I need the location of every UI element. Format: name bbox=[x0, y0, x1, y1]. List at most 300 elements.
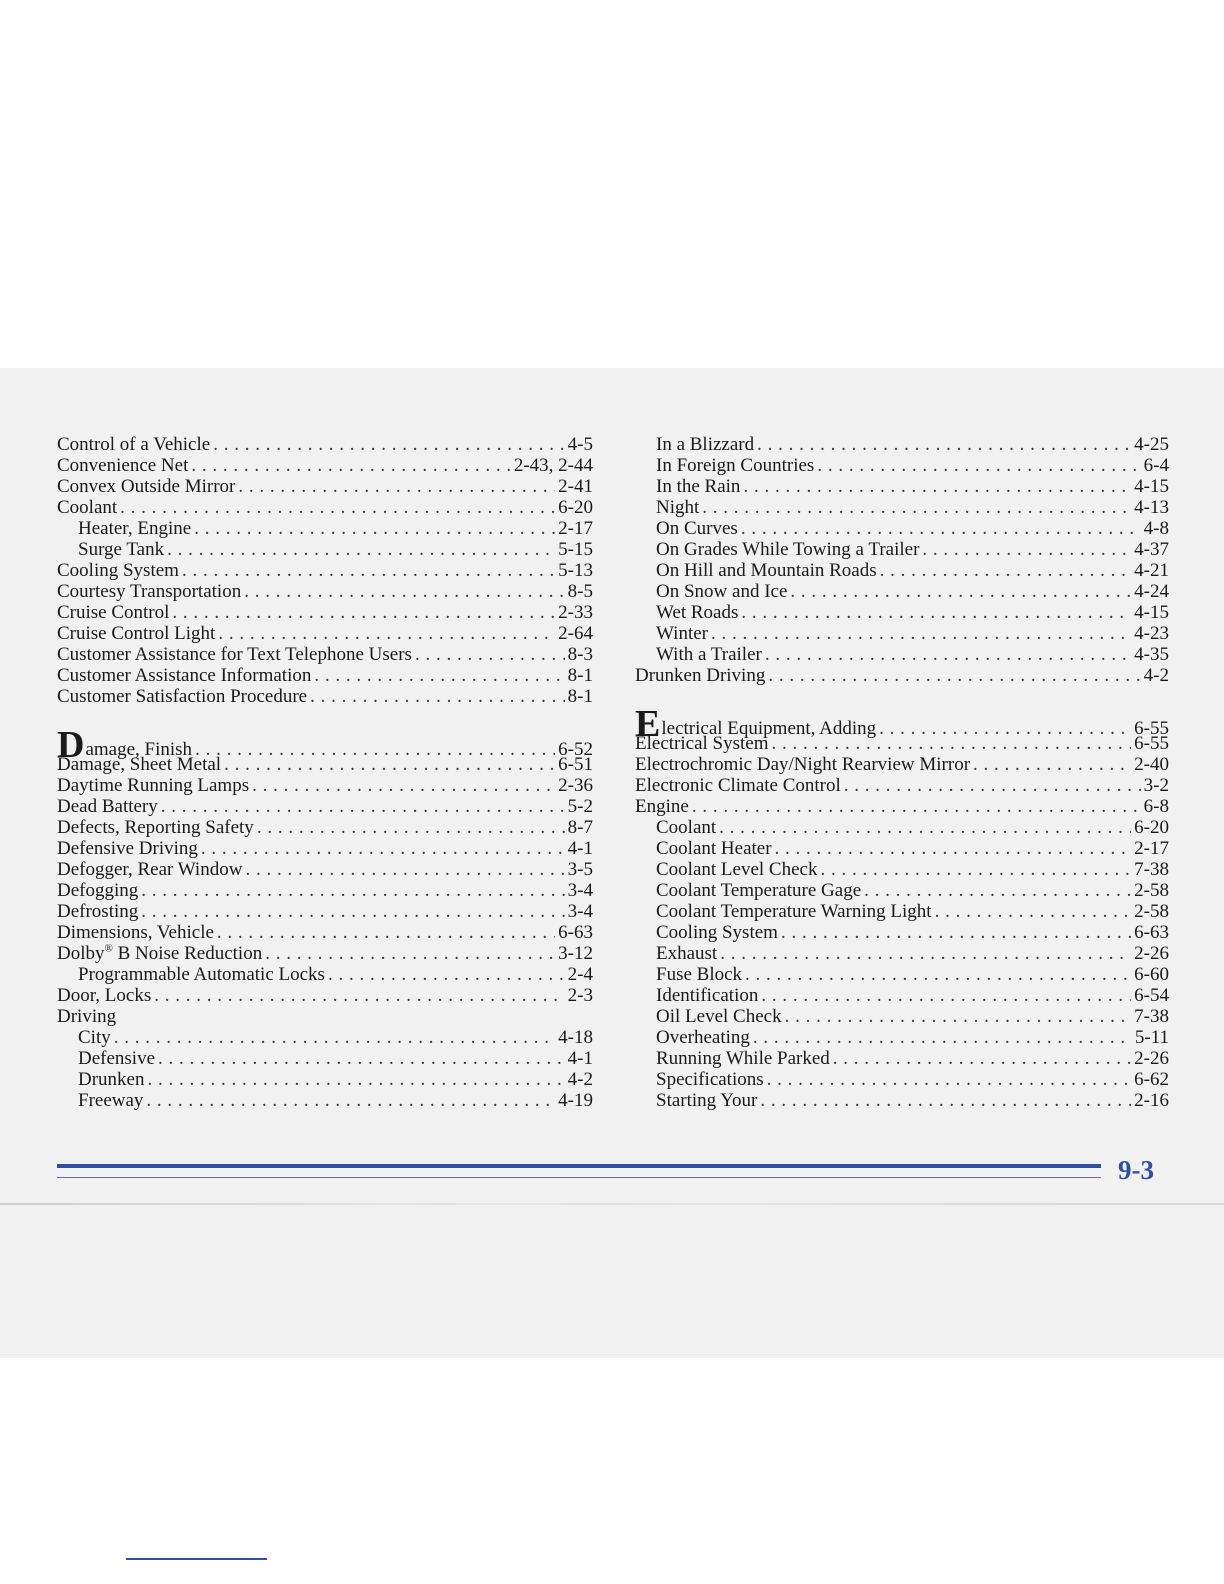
footer-rule-thick bbox=[57, 1164, 1101, 1168]
entry-text: In Foreign Countries bbox=[656, 455, 815, 476]
entry-text: Daytime Running Lamps bbox=[57, 775, 250, 796]
page-reference: 4-1 bbox=[567, 1048, 593, 1069]
page-reference: 2-17 bbox=[1134, 838, 1169, 859]
entry-label bbox=[656, 560, 877, 581]
page-reference: 3-5 bbox=[567, 859, 593, 880]
page-reference: 4-2 bbox=[567, 1069, 593, 1090]
page-reference: 5-11 bbox=[1134, 1027, 1169, 1048]
entry-text: Dolby bbox=[57, 943, 105, 964]
entry-text: Defogging bbox=[57, 880, 139, 901]
index-entry bbox=[57, 754, 593, 775]
entry-label bbox=[57, 476, 235, 497]
dot-leader bbox=[761, 985, 1131, 1006]
page-reference: 2-33 bbox=[558, 602, 593, 623]
entry-label bbox=[78, 539, 164, 560]
entry-text: With a Trailer bbox=[656, 644, 762, 665]
entry-text: City bbox=[78, 1027, 111, 1048]
index-subentry bbox=[635, 985, 1169, 1006]
entry-text: Electronic Climate Control bbox=[635, 775, 841, 796]
page-reference: 4-1 bbox=[567, 838, 593, 859]
entry-text: Drunken Driving bbox=[635, 665, 766, 686]
index-entry bbox=[57, 560, 593, 581]
entry-text: Oil Level Check bbox=[656, 1006, 782, 1027]
entry-text: Courtesy Transportation bbox=[57, 581, 242, 602]
dot-leader bbox=[158, 1048, 565, 1069]
page-reference: 4-8 bbox=[1143, 518, 1169, 539]
page-reference: 8-1 bbox=[567, 686, 593, 707]
entry-text: In a Blizzard bbox=[656, 434, 755, 455]
index-column-left bbox=[57, 434, 593, 1111]
entry-label bbox=[635, 754, 970, 775]
bottom-accent-line bbox=[126, 1558, 267, 1560]
entry-text: Convenience Net bbox=[57, 455, 189, 476]
dot-leader bbox=[245, 859, 564, 880]
page-reference: 5-15 bbox=[558, 539, 593, 560]
dot-leader bbox=[745, 964, 1131, 985]
entry-text: On Curves bbox=[656, 518, 738, 539]
entry-label bbox=[78, 1048, 155, 1069]
entry-label bbox=[656, 1090, 757, 1111]
entry-text: On Hill and Mountain Roads bbox=[656, 560, 877, 581]
entry-label bbox=[656, 497, 699, 518]
page-reference: 3-2 bbox=[1143, 775, 1169, 796]
index-subentry bbox=[635, 455, 1169, 476]
entry-label bbox=[57, 922, 214, 943]
entry-text: Coolant bbox=[656, 817, 717, 838]
entry-text: Defensive bbox=[78, 1048, 156, 1069]
index-entry bbox=[57, 838, 593, 859]
page-number: 9-3 bbox=[1118, 1155, 1154, 1185]
entry-text: Coolant Heater bbox=[656, 838, 772, 859]
index-subentry bbox=[635, 644, 1169, 665]
entry-label bbox=[635, 775, 841, 796]
entry-text: Identification bbox=[656, 985, 759, 1006]
index-subentry bbox=[635, 560, 1169, 581]
entry-text: Cruise Control Light bbox=[57, 623, 216, 644]
entry-text: Cooling System bbox=[656, 922, 778, 943]
entry-label bbox=[656, 985, 758, 1006]
section-gap bbox=[635, 686, 1169, 712]
entry-label bbox=[656, 1069, 764, 1090]
entry-text: Cooling System bbox=[57, 560, 179, 581]
page-reference: 2-4 bbox=[567, 964, 593, 985]
entry-label bbox=[656, 922, 778, 943]
entry-label bbox=[656, 539, 919, 560]
index-subentry bbox=[635, 497, 1169, 518]
entry-label bbox=[78, 1090, 143, 1111]
index-subentry bbox=[635, 817, 1169, 838]
dot-leader bbox=[141, 901, 564, 922]
page-reference: 8-5 bbox=[567, 581, 593, 602]
entry-label bbox=[656, 1048, 830, 1069]
index-entry bbox=[635, 665, 1169, 686]
index-entry bbox=[57, 880, 593, 901]
entry-label bbox=[635, 665, 765, 686]
page-reference: 4-15 bbox=[1134, 602, 1169, 623]
dot-leader bbox=[314, 665, 564, 686]
entry-text: Electrical System bbox=[635, 733, 769, 754]
dot-leader bbox=[120, 497, 555, 518]
entry-text: Running While Parked bbox=[656, 1048, 830, 1069]
entry-text: Defrosting bbox=[57, 901, 139, 922]
page-reference: 5-2 bbox=[567, 796, 593, 817]
index-subentry bbox=[57, 1069, 593, 1090]
drop-cap-letter: E bbox=[635, 703, 661, 745]
dot-leader bbox=[147, 1069, 564, 1090]
entry-text: Customer Assistance for Text Telephone Users bbox=[57, 644, 412, 665]
entry-text: Starting Your bbox=[656, 1090, 758, 1111]
entry-text: On Snow and Ice bbox=[656, 581, 788, 602]
dot-leader bbox=[767, 1069, 1132, 1090]
index-entry bbox=[57, 1006, 593, 1027]
entry-text: Coolant Level Check bbox=[656, 859, 818, 880]
dot-leader bbox=[743, 476, 1131, 497]
page-reference: 2-16 bbox=[1134, 1090, 1169, 1111]
entry-label bbox=[57, 434, 210, 455]
index-entry bbox=[57, 859, 593, 880]
index-entry bbox=[57, 796, 593, 817]
dot-leader bbox=[201, 838, 565, 859]
index-subentry bbox=[635, 1069, 1169, 1090]
page-reference: 7-38 bbox=[1134, 859, 1169, 880]
page-reference: 2-40 bbox=[1134, 754, 1169, 775]
entry-text: Coolant bbox=[57, 497, 118, 518]
entry-text: Exhaust bbox=[656, 943, 718, 964]
page-reference: 6-60 bbox=[1134, 964, 1169, 985]
page-reference: 4-5 bbox=[567, 434, 593, 455]
index-subentry bbox=[635, 922, 1169, 943]
dot-leader bbox=[935, 901, 1132, 922]
page-reference: 2-58 bbox=[1134, 901, 1169, 922]
index-subentry bbox=[635, 1027, 1169, 1048]
index-column-right bbox=[635, 434, 1169, 1111]
entry-text: Dead Battery bbox=[57, 796, 158, 817]
entry-text: Door, Locks bbox=[57, 985, 152, 1006]
dot-leader bbox=[257, 817, 565, 838]
index-subentry bbox=[635, 602, 1169, 623]
entry-text: Cruise Control bbox=[57, 602, 170, 623]
entry-text: Fuse Block bbox=[656, 964, 743, 985]
entry-label bbox=[57, 623, 215, 644]
page-reference: 2-64 bbox=[558, 623, 593, 644]
dot-leader bbox=[238, 476, 555, 497]
entry-label bbox=[57, 838, 198, 859]
entry-label bbox=[656, 518, 738, 539]
index-subentry bbox=[57, 518, 593, 539]
entry-text: Overheating bbox=[656, 1027, 750, 1048]
dot-leader bbox=[252, 775, 555, 796]
index-subentry bbox=[635, 518, 1169, 539]
entry-text: Convex Outside Mirror bbox=[57, 476, 236, 497]
dot-leader bbox=[768, 665, 1140, 686]
section-gap bbox=[57, 707, 593, 733]
entry-label bbox=[656, 964, 742, 985]
page-reference: 4-23 bbox=[1134, 623, 1169, 644]
dot-leader bbox=[844, 775, 1141, 796]
entry-label bbox=[57, 901, 138, 922]
dot-leader bbox=[692, 796, 1141, 817]
entry-label bbox=[656, 434, 754, 455]
entry-label bbox=[656, 602, 738, 623]
dot-leader bbox=[218, 623, 555, 644]
page-reference: 4-25 bbox=[1134, 434, 1169, 455]
entry-label bbox=[656, 581, 787, 602]
page-reference: 4-18 bbox=[558, 1027, 593, 1048]
page-reference: 6-55 bbox=[1134, 733, 1169, 754]
page-reference: 8-1 bbox=[567, 665, 593, 686]
index-entry bbox=[57, 455, 593, 476]
entry-label bbox=[656, 476, 740, 497]
page-reference: 4-24 bbox=[1134, 581, 1169, 602]
index-entry bbox=[57, 686, 593, 707]
index-entry bbox=[57, 817, 593, 838]
page-reference: 6-62 bbox=[1134, 1069, 1169, 1090]
page-reference: 6-52 bbox=[558, 739, 593, 760]
entry-text: Damage, Sheet Metal bbox=[57, 754, 222, 775]
dot-leader bbox=[114, 1027, 555, 1048]
dot-leader bbox=[702, 497, 1131, 518]
page-reference: 4-19 bbox=[558, 1090, 593, 1111]
dot-leader bbox=[922, 539, 1131, 560]
dot-leader bbox=[146, 1090, 555, 1111]
dot-leader bbox=[194, 518, 555, 539]
index-entry bbox=[57, 602, 593, 623]
entry-label bbox=[656, 817, 716, 838]
entry-label bbox=[656, 943, 717, 964]
index-entry bbox=[635, 754, 1169, 775]
dot-leader bbox=[771, 733, 1131, 754]
index-subentry bbox=[57, 1027, 593, 1048]
index-subentry bbox=[635, 434, 1169, 455]
entry-label bbox=[656, 1006, 782, 1027]
entry-text: lectrical Equipment, Adding bbox=[661, 718, 877, 739]
entry-label bbox=[57, 817, 254, 838]
index-subentry bbox=[635, 581, 1169, 602]
dot-leader bbox=[167, 539, 555, 560]
page-reference: 3-12 bbox=[558, 943, 593, 964]
dot-leader bbox=[172, 602, 555, 623]
index-subentry bbox=[635, 539, 1169, 560]
index-entry bbox=[57, 775, 593, 796]
index-entry bbox=[57, 943, 593, 964]
index-subentry bbox=[635, 476, 1169, 497]
index-entry bbox=[635, 733, 1169, 754]
index-subentry bbox=[57, 1090, 593, 1111]
index-entry bbox=[57, 434, 593, 455]
dot-leader bbox=[182, 560, 555, 581]
entry-label bbox=[78, 964, 325, 985]
entry-label bbox=[57, 665, 311, 686]
entry-text: Surge Tank bbox=[78, 539, 165, 560]
index-subentry bbox=[635, 859, 1169, 880]
page-reference: 3-4 bbox=[567, 880, 593, 901]
entry-text: Specifications bbox=[656, 1069, 764, 1090]
entry-label bbox=[656, 838, 772, 859]
dot-leader bbox=[741, 602, 1131, 623]
index-subentry bbox=[635, 1006, 1169, 1027]
index-entry bbox=[57, 623, 593, 644]
index-entry bbox=[635, 775, 1169, 796]
page-reference: 2-17 bbox=[558, 518, 593, 539]
entry-label bbox=[57, 455, 188, 476]
page-reference: 3-4 bbox=[567, 901, 593, 922]
entry-text: Freeway bbox=[78, 1090, 144, 1111]
dot-leader bbox=[213, 434, 564, 455]
entry-label bbox=[656, 644, 762, 665]
entry-label bbox=[656, 455, 814, 476]
entry-label bbox=[57, 1006, 116, 1027]
page-reference: 6-63 bbox=[1134, 922, 1169, 943]
dot-leader bbox=[765, 644, 1131, 665]
page-reference: 6-4 bbox=[1143, 455, 1169, 476]
entry-label bbox=[656, 901, 932, 922]
dot-leader bbox=[328, 964, 565, 985]
entry-label bbox=[57, 602, 169, 623]
entry-text: Customer Assistance Information bbox=[57, 665, 312, 686]
entry-label bbox=[57, 497, 117, 518]
index-subentry bbox=[635, 943, 1169, 964]
entry-text: Dimensions, Vehicle bbox=[57, 922, 214, 943]
dot-leader bbox=[217, 922, 555, 943]
dot-leader bbox=[757, 434, 1131, 455]
page-reference: 4-35 bbox=[1134, 644, 1169, 665]
index-subentry bbox=[635, 901, 1169, 922]
index-entry bbox=[57, 985, 593, 1006]
page-reference: 8-7 bbox=[567, 817, 593, 838]
dot-leader bbox=[973, 754, 1131, 775]
index-subentry bbox=[635, 1048, 1169, 1069]
entry-label bbox=[57, 985, 151, 1006]
index-subentry bbox=[57, 1048, 593, 1069]
dot-leader bbox=[817, 455, 1140, 476]
entry-label bbox=[656, 623, 708, 644]
dot-leader bbox=[790, 581, 1131, 602]
dot-leader bbox=[191, 455, 510, 476]
page-reference: 6-55 bbox=[1134, 718, 1169, 739]
entry-label bbox=[57, 644, 412, 665]
page-reference: 2-36 bbox=[558, 775, 593, 796]
index-subentry bbox=[635, 964, 1169, 985]
entry-text: Engine bbox=[635, 796, 689, 817]
page-reference: 4-2 bbox=[1143, 665, 1169, 686]
entry-label bbox=[57, 775, 249, 796]
page-reference: 6-20 bbox=[558, 497, 593, 518]
entry-text: Winter bbox=[656, 623, 708, 644]
index-subentry bbox=[635, 838, 1169, 859]
page-reference: 4-21 bbox=[1134, 560, 1169, 581]
dot-leader bbox=[415, 644, 565, 665]
entry-label bbox=[57, 859, 242, 880]
entry-label bbox=[656, 859, 817, 880]
index-subentry bbox=[57, 964, 593, 985]
index-subentry bbox=[635, 623, 1169, 644]
entry-label bbox=[57, 560, 179, 581]
page-reference: 4-37 bbox=[1134, 539, 1169, 560]
entry-label bbox=[57, 796, 158, 817]
dot-leader bbox=[864, 880, 1131, 901]
page-reference: 2-43, 2-44 bbox=[513, 455, 593, 476]
entry-text: Coolant Temperature Gage bbox=[656, 880, 862, 901]
entry-text: In the Rain bbox=[656, 476, 741, 497]
page-reference: 7-38 bbox=[1134, 1006, 1169, 1027]
page-reference: 6-20 bbox=[1134, 817, 1169, 838]
page-reference: 2-41 bbox=[558, 476, 593, 497]
entry-label bbox=[57, 581, 241, 602]
entry-text: amage, Finish bbox=[85, 739, 193, 760]
dot-leader bbox=[781, 922, 1131, 943]
entry-text-rest: B Noise Reduction bbox=[112, 943, 263, 964]
entry-text: Customer Satisfaction Procedure bbox=[57, 686, 308, 707]
entry-label bbox=[78, 1069, 144, 1090]
entry-label bbox=[656, 880, 861, 901]
dot-leader bbox=[719, 817, 1131, 838]
entry-text: On Grades While Towing a Trailer bbox=[656, 539, 920, 560]
page-reference: 2-26 bbox=[1134, 943, 1169, 964]
entry-label bbox=[78, 1027, 111, 1048]
entry-text: Coolant Temperature Warning Light bbox=[656, 901, 932, 922]
dot-leader bbox=[265, 943, 555, 964]
entry-text: Wet Roads bbox=[656, 602, 739, 623]
dot-leader bbox=[880, 560, 1132, 581]
dot-leader bbox=[154, 985, 564, 1006]
drop-cap-letter: D bbox=[57, 724, 85, 766]
entry-text: Night bbox=[656, 497, 700, 518]
page-reference: 2-58 bbox=[1134, 880, 1169, 901]
index-subentry bbox=[635, 1090, 1169, 1111]
entry-label bbox=[635, 796, 689, 817]
registered-mark: ® bbox=[104, 942, 113, 955]
entry-text: Programmable Automatic Locks bbox=[78, 964, 325, 985]
dot-leader bbox=[244, 581, 564, 602]
index-entry bbox=[57, 497, 593, 518]
index-entry bbox=[57, 581, 593, 602]
dot-leader bbox=[775, 838, 1132, 859]
page-reference: 8-3 bbox=[567, 644, 593, 665]
index-entry bbox=[57, 901, 593, 922]
dot-leader bbox=[711, 623, 1131, 644]
page-reference: 6-63 bbox=[558, 922, 593, 943]
dot-leader bbox=[820, 859, 1131, 880]
index-subentry bbox=[57, 539, 593, 560]
index-entry bbox=[57, 665, 593, 686]
dot-leader bbox=[224, 754, 555, 775]
page-edge-divider bbox=[0, 1203, 1224, 1205]
dot-leader bbox=[785, 1006, 1132, 1027]
page-reference: 6-54 bbox=[1134, 985, 1169, 1006]
dot-leader bbox=[753, 1027, 1132, 1048]
page-reference: 6-8 bbox=[1143, 796, 1169, 817]
index-entry bbox=[57, 476, 593, 497]
entry-text: Electrochromic Day/Night Rearview Mirror bbox=[635, 754, 971, 775]
entry-text: Defects, Reporting Safety bbox=[57, 817, 254, 838]
entry-label bbox=[57, 880, 138, 901]
entry-text: Control of a Vehicle bbox=[57, 434, 211, 455]
index-entry bbox=[57, 644, 593, 665]
dot-leader bbox=[310, 686, 565, 707]
entry-label bbox=[656, 1027, 750, 1048]
page-reference: 4-13 bbox=[1134, 497, 1169, 518]
dot-leader bbox=[833, 1048, 1131, 1069]
entry-label bbox=[57, 686, 307, 707]
index-subentry bbox=[635, 880, 1169, 901]
entry-text: Drunken bbox=[78, 1069, 145, 1090]
entry-text: Defogger, Rear Window bbox=[57, 859, 243, 880]
dot-leader bbox=[720, 943, 1131, 964]
footer-rule-thin bbox=[57, 1177, 1101, 1178]
page-reference: 2-26 bbox=[1134, 1048, 1169, 1069]
entry-text: Driving bbox=[57, 1006, 117, 1027]
dot-leader bbox=[141, 880, 564, 901]
